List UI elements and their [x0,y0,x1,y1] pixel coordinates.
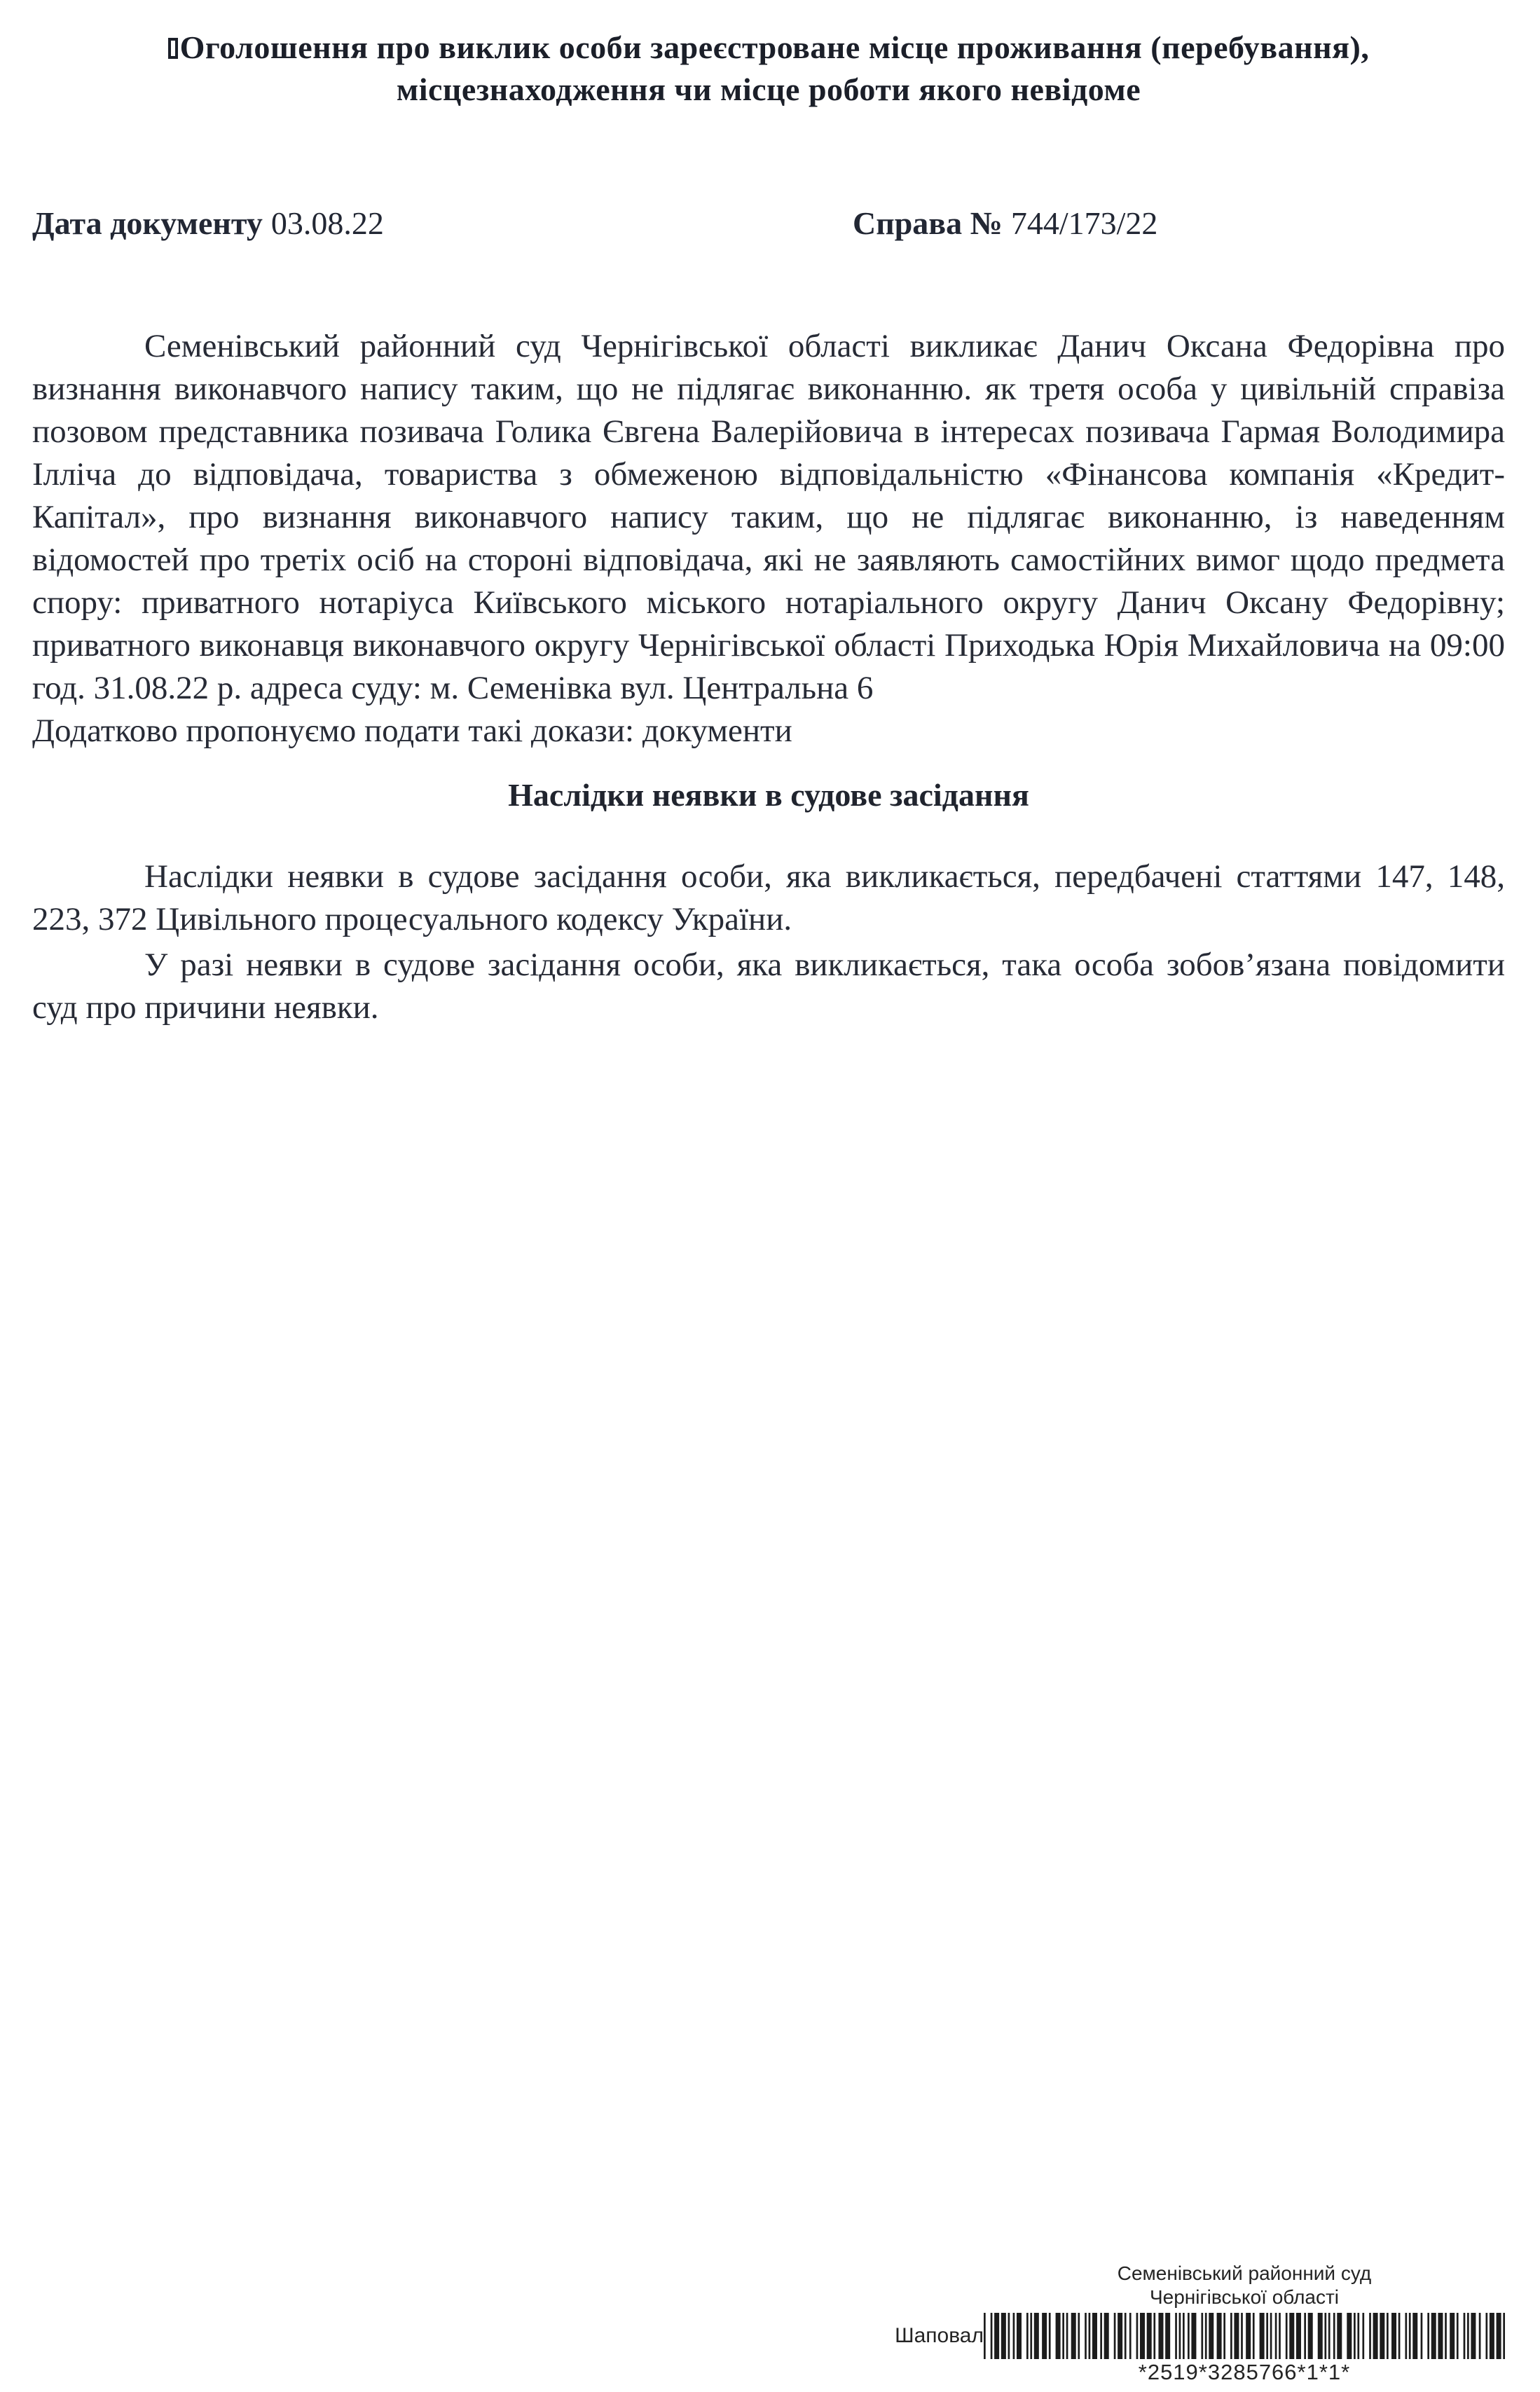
title-line-2: місцезнаходження чи місце роботи якого невідоме [396,71,1141,107]
case-value: 744/173/22 [1010,205,1158,241]
consequences-paragraph-1: Наслідки неявки в судове засідання особи, яка викликається, передбачені статтями 147, 148, 223, 372 Цивільного процесуального кодексу України. [32,858,1505,937]
footer-court-name [984,2262,1505,2309]
barcode [984,2313,1505,2359]
document-content [0,0,1540,1029]
section-heading: Наслідки неявки в судове засідання [508,777,1029,813]
title-line-1-text: Оголошення про виклик особи зареєстроване місце проживання (перебування), [179,29,1370,65]
consequences-paragraph-2: У разі неявки в судове засідання особи, яка викликається, така особа зобов’язана повідомити суд про причини неявки. [32,947,1505,1026]
case-label: Справа № [853,205,1003,241]
case-number [853,205,1157,242]
title-line-1 [32,27,1505,69]
date-value: 03.08.22 [270,205,384,241]
document-footer [877,2262,1512,2385]
document-date [32,205,384,242]
footer-court-line-2: Чернігівської області [1149,2286,1340,2308]
evidence-line: Додатково пропонуємо подати такі докази: документи [32,713,792,749]
summons-paragraph: Семенівський районний суд Чернігівської області викликає Данич Оксана Федорівна про визнання виконавчого напису таким, що не підлягає виконанню. як третя особа у цивільній справіза позовом представника позивача Голика Євгена Валерійовича в інтересах позивача Гармая Володимира Ілліча до відповідача, товариства з обмеженою відповідальністю «Фінансова компанія «Кредит-Капітал», про визнання виконавчого напису таким, що не підлягає виконанню, із наведенням відомостей про третіх осіб на стороні відповідача, які не заявляють самостійних вимог щодо предмета спору: приватного нотаріуса Київського міського нотаріального округу Данич Оксану Федорівну; приватного виконавця виконавчого округу Чернігівської області Приходька Юрія Михайловича на 09:00 год. 31.08.22 р. адреса суду: м. Семенівка вул. Центральна 6 [32,328,1505,706]
document-title [32,27,1505,111]
unknown-char-glyph [168,38,178,59]
date-label: Дата документу [32,205,263,241]
footer-court-line-1: Семенівський районний суд [1117,2262,1372,2284]
document-meta [32,205,1505,242]
barcode-row [877,2313,1512,2359]
signer-name: Шаповал [895,2324,984,2347]
barcode-value-text: *2519*3285766*1*1* [1138,2360,1351,2384]
